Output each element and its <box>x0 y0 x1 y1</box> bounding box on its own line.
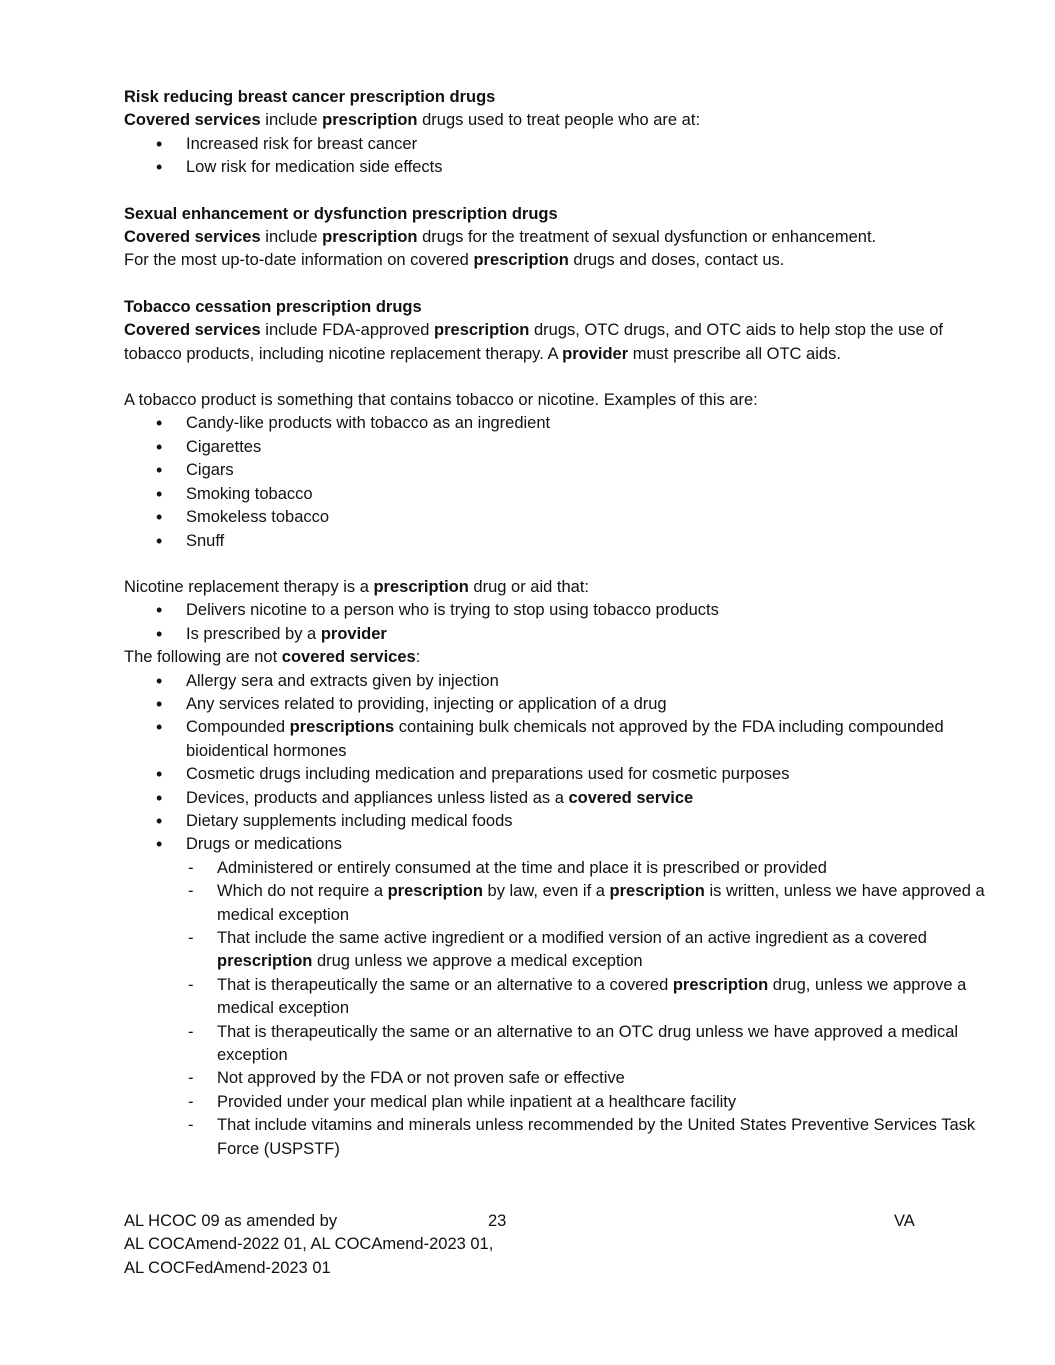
list-item: • Drugs or medications - Administered or entirely consumed at the time and place it is prescribed or provided - Which do not require a prescription by law, even if a prescription is written, unless we have approved a medical exception - That include the same active ingredient or a modified version of an active ingredient as a covered prescription drug unless we approve a medical exception - That is therapeutically the same or an alternative to a covered prescription drug, unless we approve a medical exception - That is therapeutically the same or an alternative to an OTC drug unless we have approved a medical exception - Not approved by the FDA or not proven safe or effective - Provided under your medical plan while inpatient at a healthcare facility - That include vitamins and minerals unless recommended by the United States Preventive Services Task Force (USPSTF) <box>124 833 1004 1161</box>
list-item: • Candy-like products with tobacco as an ingredient <box>124 412 1004 435</box>
sexual-line-2: For the most up-to-date information on covered prescription drugs and doses, contact us. <box>124 251 785 270</box>
page-number: 23 <box>488 1212 507 1230</box>
list-item: • Is prescribed by a provider <box>124 623 1004 646</box>
nrt-list <box>124 599 1004 646</box>
list-item: • Delivers nicotine to a person who is trying to stop using tobacco products <box>124 599 1004 622</box>
sublist-item: - Administered or entirely consumed at the time and place it is prescribed or provided <box>186 857 1004 880</box>
exclusions-list <box>124 670 1004 1162</box>
list-item: • Dietary supplements including medical foods <box>124 810 1004 833</box>
list-item: • Cigars <box>124 459 1004 482</box>
tobacco-intro: Covered services include FDA-approved prescription drugs, OTC drugs, and OTC aids to help stop the use of tobacco products, including nicotine replacement therapy. A provider must prescribe all OTC aids. <box>124 321 944 363</box>
tobacco-product-list <box>124 412 1004 552</box>
list-item: • Low risk for medication side effects <box>124 156 1004 179</box>
sublist-item: - That is therapeutically the same or an alternative to an OTC drug unless we have approved a medical exception <box>186 1021 1004 1068</box>
sublist-item: - That is therapeutically the same or an alternative to a covered prescription drug, unless we approve a medical exception <box>186 974 1004 1021</box>
list-item: • Cosmetic drugs including medication and preparations used for cosmetic purposes <box>124 763 1004 786</box>
footer-document-id: AL HCOC 09 as amended by AL COCAmend-2022 01, AL COCAmend-2023 01, AL COCFedAmend-2023 01 <box>124 1212 494 1277</box>
risk-list <box>124 133 1004 180</box>
drug-exclusions-sublist <box>186 857 1004 1161</box>
sublist-item: - That include the same active ingredient or a modified version of an active ingredient as a covered prescription drug unless we approve a medical exception <box>186 927 1004 974</box>
sublist-item: - Provided under your medical plan while inpatient at a healthcare facility <box>186 1091 1004 1114</box>
tobacco-product-intro: A tobacco product is something that contains tobacco or nicotine. Examples of this are: <box>124 391 758 410</box>
document-body <box>124 86 1004 1161</box>
list-item: • Increased risk for breast cancer <box>124 133 1004 156</box>
sublist-item: - That include vitamins and minerals unless recommended by the United States Preventive Services Task Force (USPSTF) <box>186 1114 1004 1161</box>
exclusions-intro: The following are not covered services: <box>124 648 421 667</box>
risk-intro: Covered services include prescription drugs used to treat people who are at: <box>124 111 701 130</box>
list-item: • Snuff <box>124 530 1004 553</box>
list-item: • Any services related to providing, injecting or application of a drug <box>124 693 1004 716</box>
list-item: • Compounded prescriptions containing bulk chemicals not approved by the FDA including compounded bioidentical hormones <box>124 716 1004 763</box>
list-item: • Cigarettes <box>124 436 1004 459</box>
section-heading-risk: Risk reducing breast cancer prescription drugs <box>124 88 496 106</box>
sublist-item: - Which do not require a prescription by law, even if a prescription is written, unless we have approved a medical exception <box>186 880 1004 927</box>
section-heading-sexual: Sexual enhancement or dysfunction prescription drugs <box>124 204 558 223</box>
list-item: • Smokeless tobacco <box>124 506 1004 529</box>
sexual-line-1: Covered services include prescription drugs for the treatment of sexual dysfunction or enhancement. <box>124 228 877 247</box>
footer-state: VA <box>894 1212 915 1230</box>
section-heading-tobacco: Tobacco cessation prescription drugs <box>124 297 422 316</box>
nrt-intro: Nicotine replacement therapy is a prescription drug or aid that: <box>124 577 589 596</box>
list-item: • Smoking tobacco <box>124 483 1004 506</box>
list-item: • Allergy sera and extracts given by injection <box>124 670 1004 693</box>
list-item: • Devices, products and appliances unless listed as a covered service <box>124 787 1004 810</box>
sublist-item: - Not approved by the FDA or not proven safe or effective <box>186 1067 1004 1090</box>
